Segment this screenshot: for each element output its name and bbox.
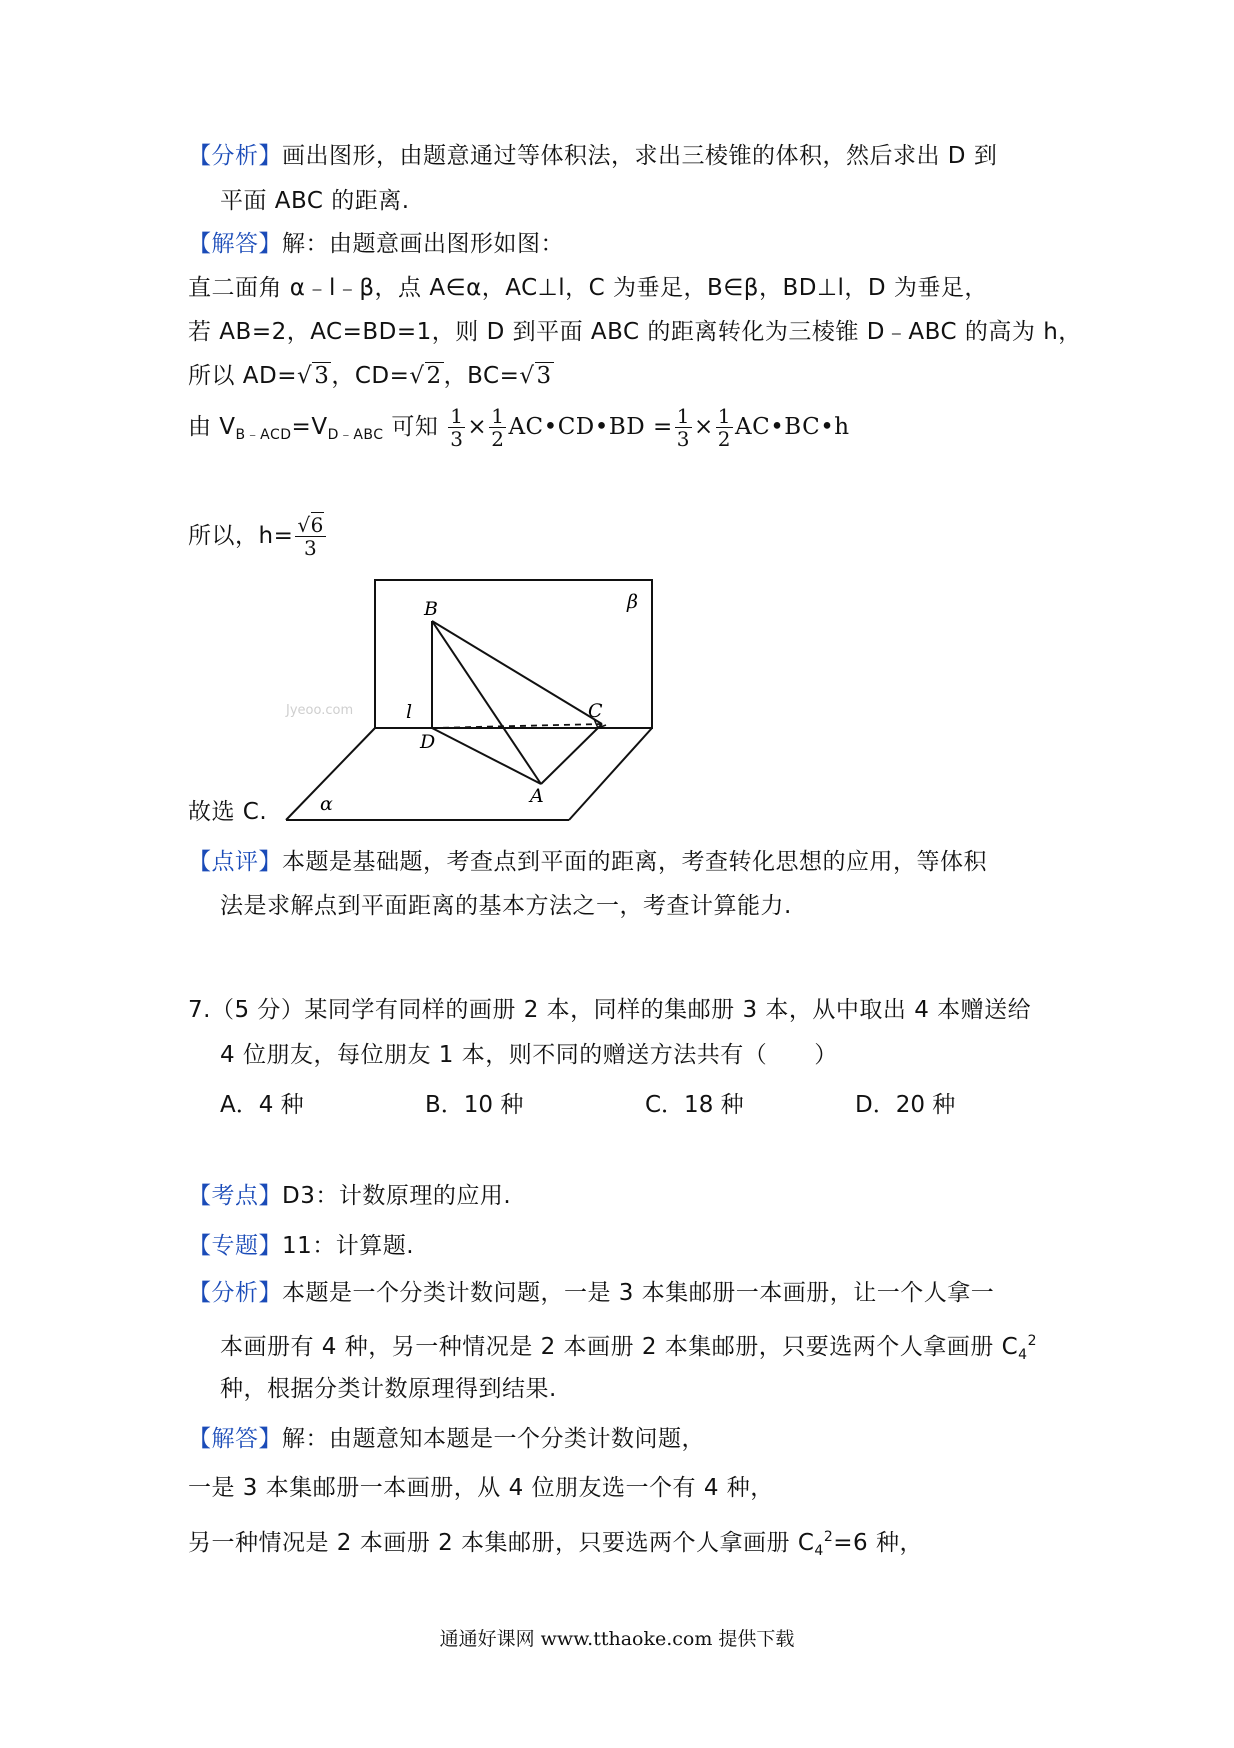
- line5-prefix: 由 V: [188, 414, 236, 440]
- analysis-line-2: 平面 ABC 的距离.: [220, 188, 410, 214]
- q7-analysis-line-2: 本画册有 4 种，另一种情况是 2 本画册 2 本集邮册，只要选两个人拿画册 $C_4^2$: [220, 1333, 1037, 1363]
- q7-stem-line-1: 7.（5 分）某同学有同样的画册 2 本，同样的集邮册 3 本，从中取出 4 本赠送给: [188, 997, 1032, 1023]
- label-l: l: [406, 701, 413, 723]
- review-line-2: 法是求解点到平面距离的基本方法之一，考查计算能力.: [220, 893, 792, 919]
- label-a: A: [530, 785, 544, 807]
- q7-zhuanti: 【专题】11：计算题.: [188, 1233, 415, 1259]
- analysis-tag: 【分析】: [188, 143, 282, 169]
- line4-bc: ，BC=: [443, 363, 520, 389]
- line5-know: 可知: [383, 414, 439, 440]
- line5-sub2: D﹣ABC: [327, 427, 384, 443]
- fraction-sqrt6-over-3: $\frac{√6}{3}$: [297, 513, 324, 560]
- line5-eq: =V: [291, 414, 328, 440]
- q7-choice-b: B．10 种: [425, 1092, 524, 1118]
- edge-ba: [432, 621, 541, 784]
- edge-ca: [541, 724, 602, 784]
- fraction-one-half: $\frac{1}{2}$: [491, 404, 505, 451]
- kaodian-tag: 【考点】: [188, 1183, 282, 1209]
- q7-choice-c: C．18 种: [645, 1092, 744, 1118]
- review-tag: 【点评】: [188, 849, 282, 875]
- review-text: 本题是基础题，考查点到平面的距离，考查转化思想的应用，等体积: [282, 849, 987, 875]
- expr-abc: AC•BC•h: [735, 414, 850, 440]
- solution-line-2: 直二面角 α﹣l﹣β，点 A∈α，AC⊥l，C 为垂足，B∈β，BD⊥l，D 为垂足，: [188, 275, 988, 301]
- solution-line-3: 若 AB=2，AC=BD=1，则 D 到平面 ABC 的距离转化为三棱锥 D﹣ABC 的高为 h，: [188, 319, 1082, 345]
- line6-prefix: 所以，h=: [188, 523, 294, 549]
- q7-analysis-tag: 【分析】: [188, 1280, 282, 1306]
- watermark: Jyeoo.com: [286, 703, 354, 718]
- fraction-one-third: $\frac{1}{3}$: [450, 404, 464, 451]
- beta-plane: [375, 580, 652, 728]
- label-alpha: α: [320, 793, 333, 815]
- edge-da: [432, 728, 541, 784]
- q7-choice-d: D．20 种: [855, 1092, 956, 1118]
- fraction-one-half-2: $\frac{1}{2}$: [717, 404, 732, 451]
- fraction-one-third-2: $\frac{1}{3}$: [676, 404, 690, 451]
- answer-line-1: [188, 229, 564, 259]
- conclusion: 故选 C.: [188, 799, 268, 825]
- label-beta: β: [627, 591, 638, 613]
- review-line-1: [188, 847, 987, 877]
- edge-bc: [432, 621, 602, 724]
- volume-equation: 由 $V_{B﹣ACD}=V_{D﹣ABC}$ 可知 $\frac{1}{3}$ × $\frac{1}{2}$ AC•CD•BD = $\frac{1}{3}$ × $\frac{1}{2}$ AC•BC•h: [188, 404, 850, 451]
- analysis-text: 画出图形，由题意通过等体积法，求出三棱锥的体积，然后求出 D 到: [282, 143, 998, 169]
- q7-answer-line-2: 一是 3 本集邮册一本画册，从 4 位朋友选一个有 4 种，: [188, 1475, 774, 1501]
- q7-analysis-line-1: 【分析】本题是一个分类计数问题，一是 3 本集邮册一本画册，让一个人拿一: [188, 1280, 995, 1306]
- answer-text: 解：由题意画出图形如图：: [282, 231, 564, 257]
- q7-answer-line-1: 【解答】解：由题意知本题是一个分类计数问题，: [188, 1426, 705, 1452]
- label-b: B: [424, 598, 438, 620]
- height-result: [188, 508, 328, 564]
- dihedral-angle-figure: [276, 578, 666, 823]
- sqrt-2-cd: √2: [409, 363, 442, 389]
- zhuanti-tag: 【专题】: [188, 1233, 282, 1259]
- alpha-right-edge: [569, 728, 652, 820]
- q7-analysis-line-3: 种，根据分类计数原理得到结果.: [220, 1376, 557, 1402]
- label-c: C: [588, 700, 603, 722]
- q7-stem-line-2: 4 位朋友，每位朋友 1 本，则不同的赠送方法共有（ ）: [220, 1042, 838, 1068]
- answer-tag: 【解答】: [188, 231, 282, 257]
- page-footer: 通通好课网 www.tthaoke.com 提供下载: [439, 1628, 795, 1650]
- analysis-line-1: [188, 141, 997, 171]
- line4-cd: ，CD=: [331, 363, 410, 389]
- expr-acd: AC•CD•BD: [508, 414, 646, 440]
- solution-line-4: [188, 361, 554, 391]
- line5-sub1: B﹣ACD: [235, 427, 292, 443]
- sqrt-3-ad: √3: [297, 363, 330, 389]
- q7-kaodian: 【考点】D3：计数原理的应用.: [188, 1183, 512, 1209]
- q7-choice-a: A．4 种: [220, 1092, 304, 1118]
- q7-answer-line-3: 另一种情况是 2 本画册 2 本集邮册，只要选两个人拿画册 $C_4^2=6$ 种，: [188, 1529, 923, 1559]
- line4-prefix: 所以 AD=: [188, 363, 298, 389]
- label-d: D: [420, 731, 436, 753]
- sqrt-3-bc: √3: [519, 363, 552, 389]
- q7-answer-tag: 【解答】: [188, 1426, 282, 1452]
